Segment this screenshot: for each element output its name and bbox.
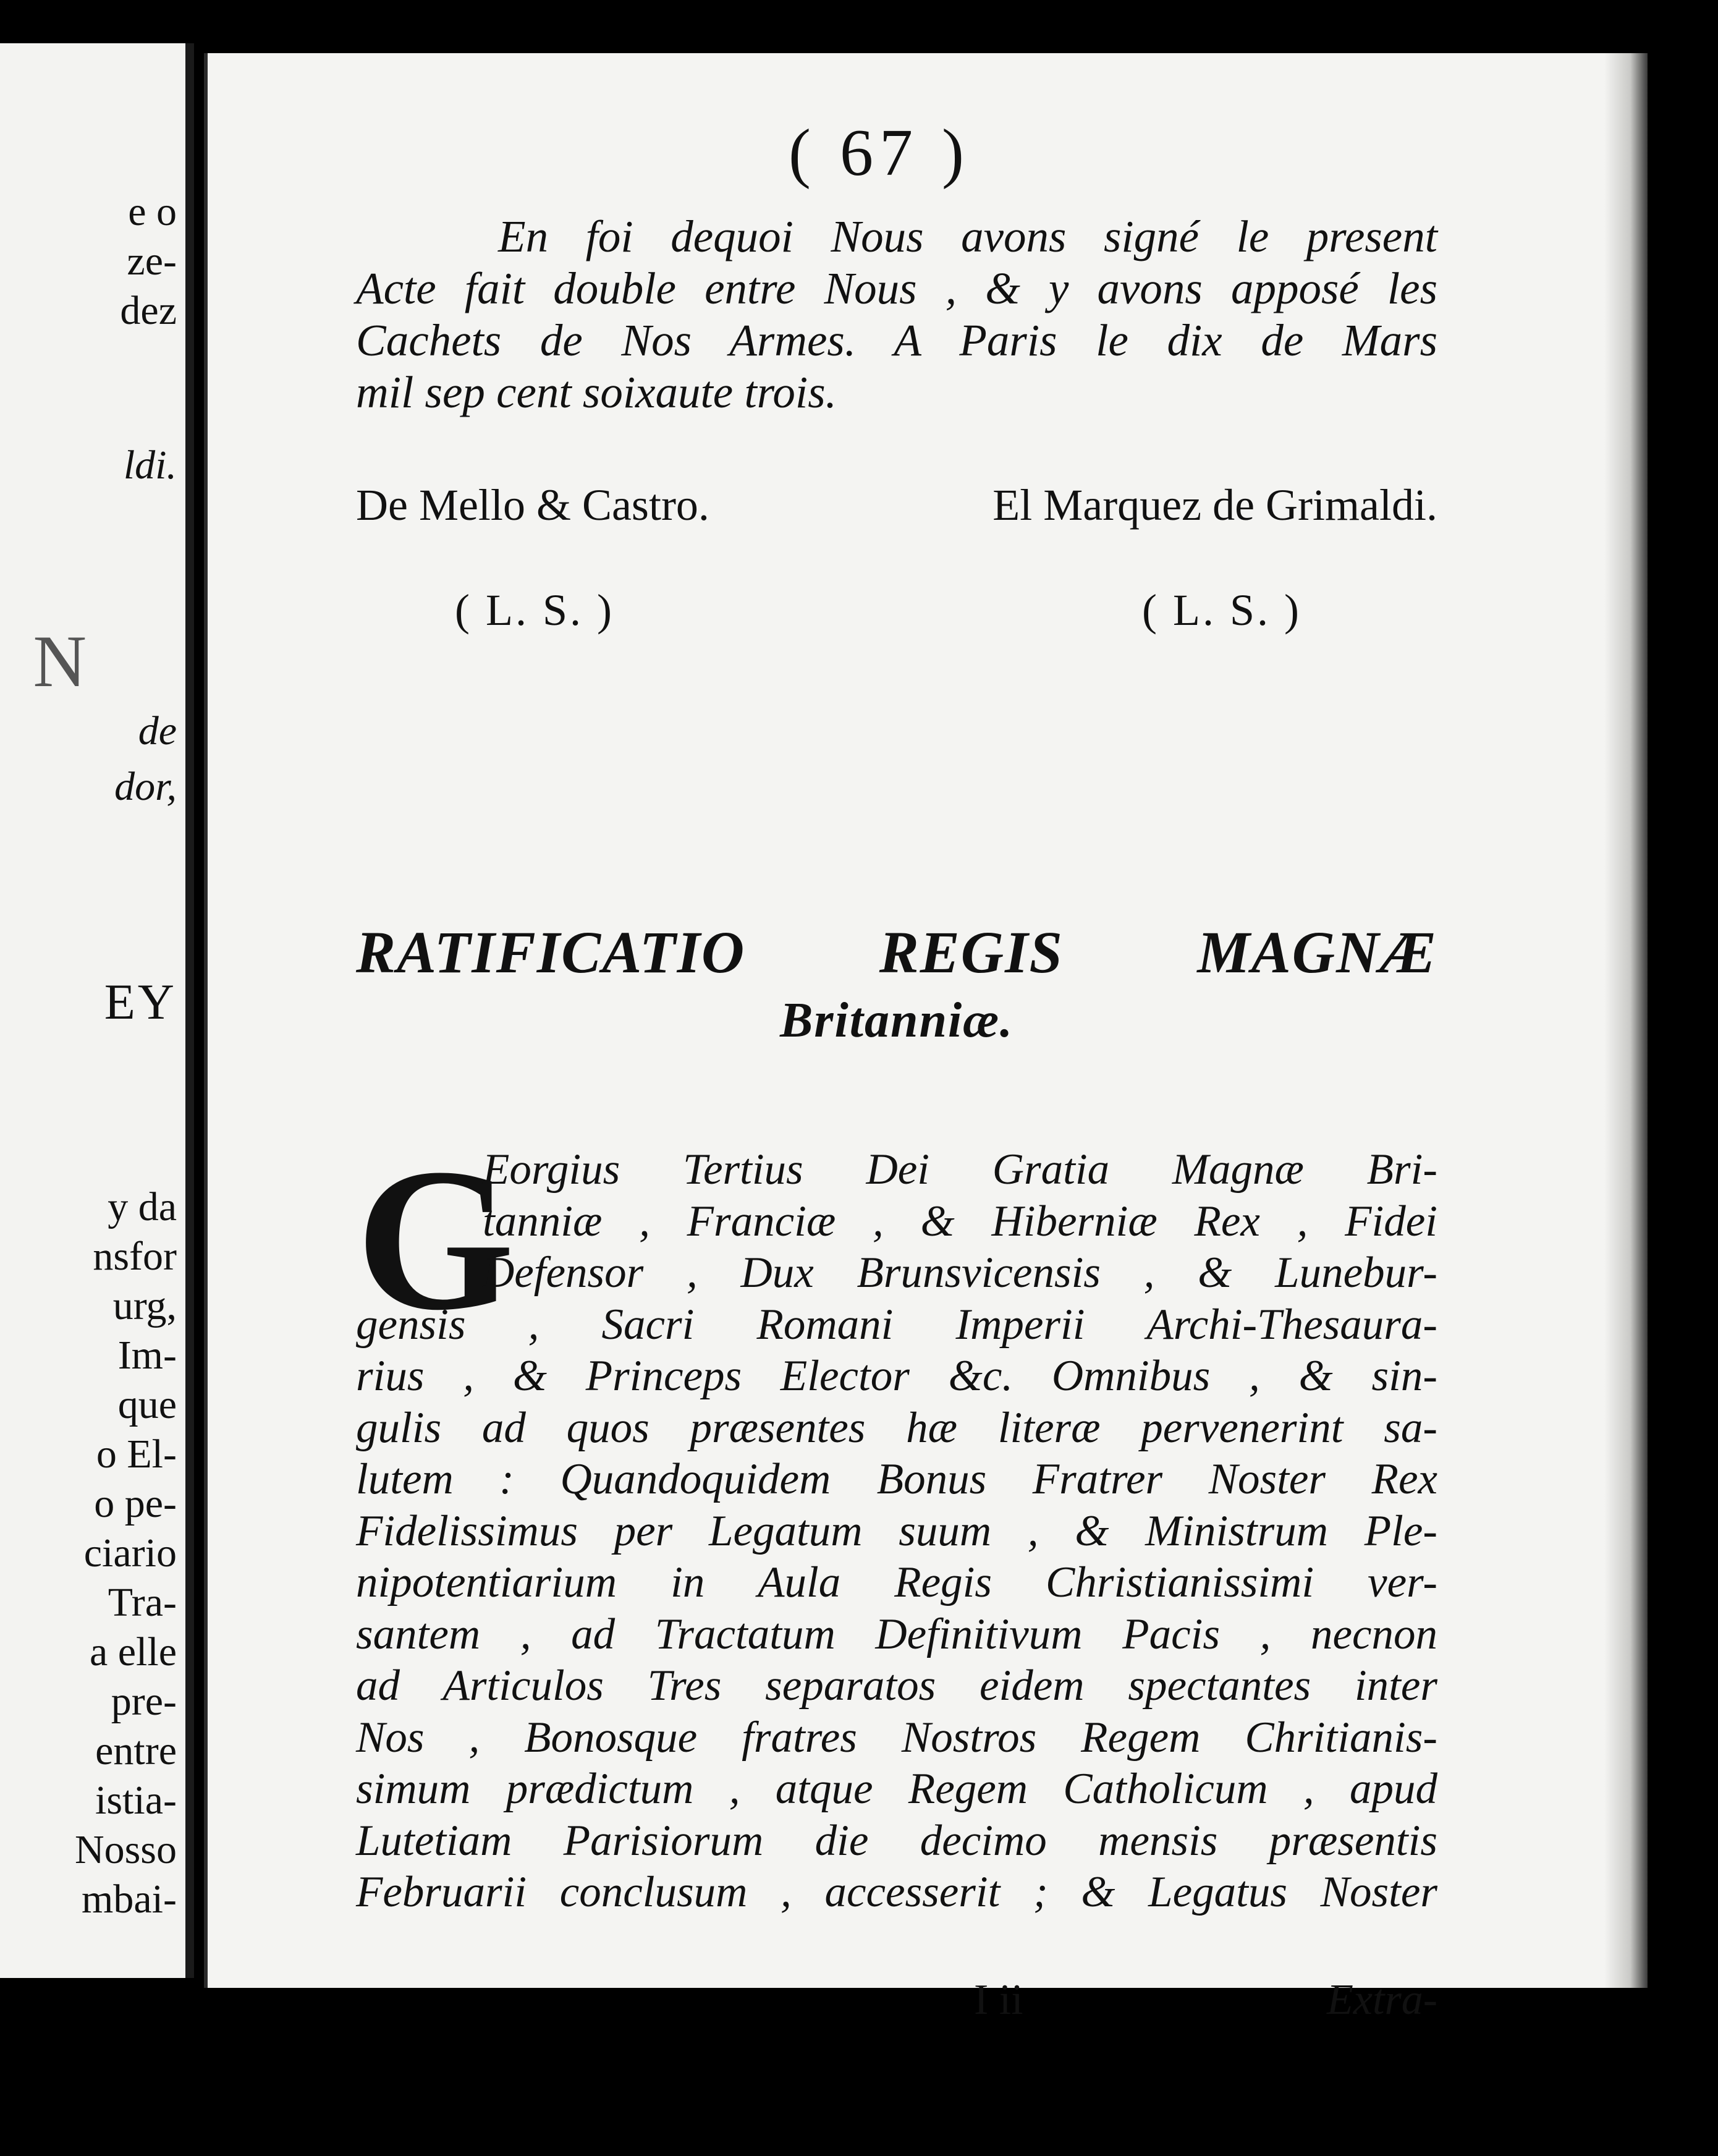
text-line: mil sep cent soixaute trois.	[356, 367, 837, 417]
text-line: simum prædictum , atque Regem Catholicum , apud	[356, 1765, 1437, 1813]
french-closing-paragraph	[356, 211, 1437, 418]
left-page-line: Nosso	[74, 1827, 177, 1872]
text-line: Fidelissimus per Legatum suum , & Ministrum Ple-	[356, 1506, 1437, 1555]
heading-line-2: Britanniæ.	[780, 993, 1013, 1048]
left-page-line: ze-	[127, 239, 177, 284]
text-line: santem , ad Tractatum Definitivum Pacis , necnon	[356, 1610, 1437, 1658]
seal-right: ( L. S. )	[1142, 585, 1301, 635]
text-line: gensis , Sacri Romani Imperii Archi-Thesaura-	[356, 1300, 1437, 1349]
left-page-line: EY	[104, 974, 177, 1030]
text-line: Defensor , Dux Brunsvicensis , & Lunebur-	[483, 1249, 1437, 1297]
left-page-line: N	[33, 620, 87, 702]
latin-ratification-text	[356, 1127, 1437, 1919]
left-page-line: Im-	[117, 1333, 177, 1378]
catchword: Extra-	[1327, 1976, 1437, 2024]
left-page-line: que	[117, 1382, 177, 1427]
text-line: Cachets de Nos Armes. A Paris le dix de Mars	[356, 315, 1437, 365]
text-line: rius , & Princeps Elector &c. Omnibus , & sin-	[356, 1352, 1437, 1400]
signature-portugal: De Mello & Castro.	[356, 480, 709, 530]
left-page-line: de	[138, 708, 177, 753]
left-page-line: ciario	[83, 1530, 177, 1576]
text-line: nipotentiarium in Aula Regis Christianissimi ver-	[356, 1558, 1437, 1606]
left-page-line: a elle	[89, 1629, 177, 1674]
section-heading	[356, 919, 1437, 1055]
text-line: tanniæ , Franciæ , & Hiberniæ Rex , Fidei	[483, 1197, 1437, 1246]
signature-mark: I ii	[974, 1976, 1023, 2024]
text-line: Acte fait double entre Nous , & y avons apposé les	[356, 263, 1437, 313]
left-page-line: pre-	[111, 1679, 177, 1724]
right-page	[204, 53, 1648, 2024]
drop-cap: G	[356, 1127, 515, 1352]
signature-spain: El Marquez de Grimaldi.	[992, 480, 1437, 530]
left-page-line: o El-	[96, 1432, 177, 1477]
seals	[455, 585, 1301, 636]
left-page-line: mbai-	[82, 1877, 177, 1922]
left-page-line: o pe-	[94, 1481, 177, 1526]
left-page-line: ldi.	[123, 443, 177, 488]
left-page-fragment	[0, 43, 194, 1978]
left-page-line: urg,	[112, 1283, 177, 1328]
text-line: En foi dequoi Nous avons signé le present	[498, 211, 1437, 261]
seal-left: ( L. S. )	[455, 585, 614, 635]
left-page-line: y da	[108, 1184, 177, 1229]
text-line: gulis ad quos præsentes hæ literæ pervenerint sa-	[356, 1403, 1437, 1452]
left-page-line: istia-	[95, 1778, 177, 1823]
text-line: lutem : Quandoquidem Bonus Fratrer Noster Rex	[356, 1455, 1437, 1503]
left-page-line: entre	[95, 1728, 177, 1773]
heading-line-1: RATIFICATIO REGIS MAGNÆ	[356, 919, 1437, 985]
text-line: ad Articulos Tres separatos eidem spectantes inter	[356, 1662, 1437, 1710]
signatures	[356, 480, 1437, 531]
page-number: ( 67 )	[789, 116, 970, 190]
left-page-line: Tra-	[108, 1580, 177, 1625]
text-line: Eorgius Tertius Dei Gratia Magnæ Bri-	[483, 1145, 1437, 1194]
text-line: Februarii conclusum , accesserit ; & Legatus Noster	[356, 1868, 1437, 1916]
left-page-line: nsfor	[93, 1234, 177, 1279]
text-line: Nos , Bonosque fratres Nostros Regem Chritianis-	[356, 1713, 1437, 1762]
text-line: Lutetiam Parisiorum die decimo mensis præsentis	[356, 1816, 1437, 1865]
left-page-line: dez	[120, 288, 177, 333]
left-page-line: e o	[128, 189, 177, 234]
left-page-line: dor,	[114, 764, 177, 809]
page-edge-shadow	[1604, 53, 1648, 1988]
